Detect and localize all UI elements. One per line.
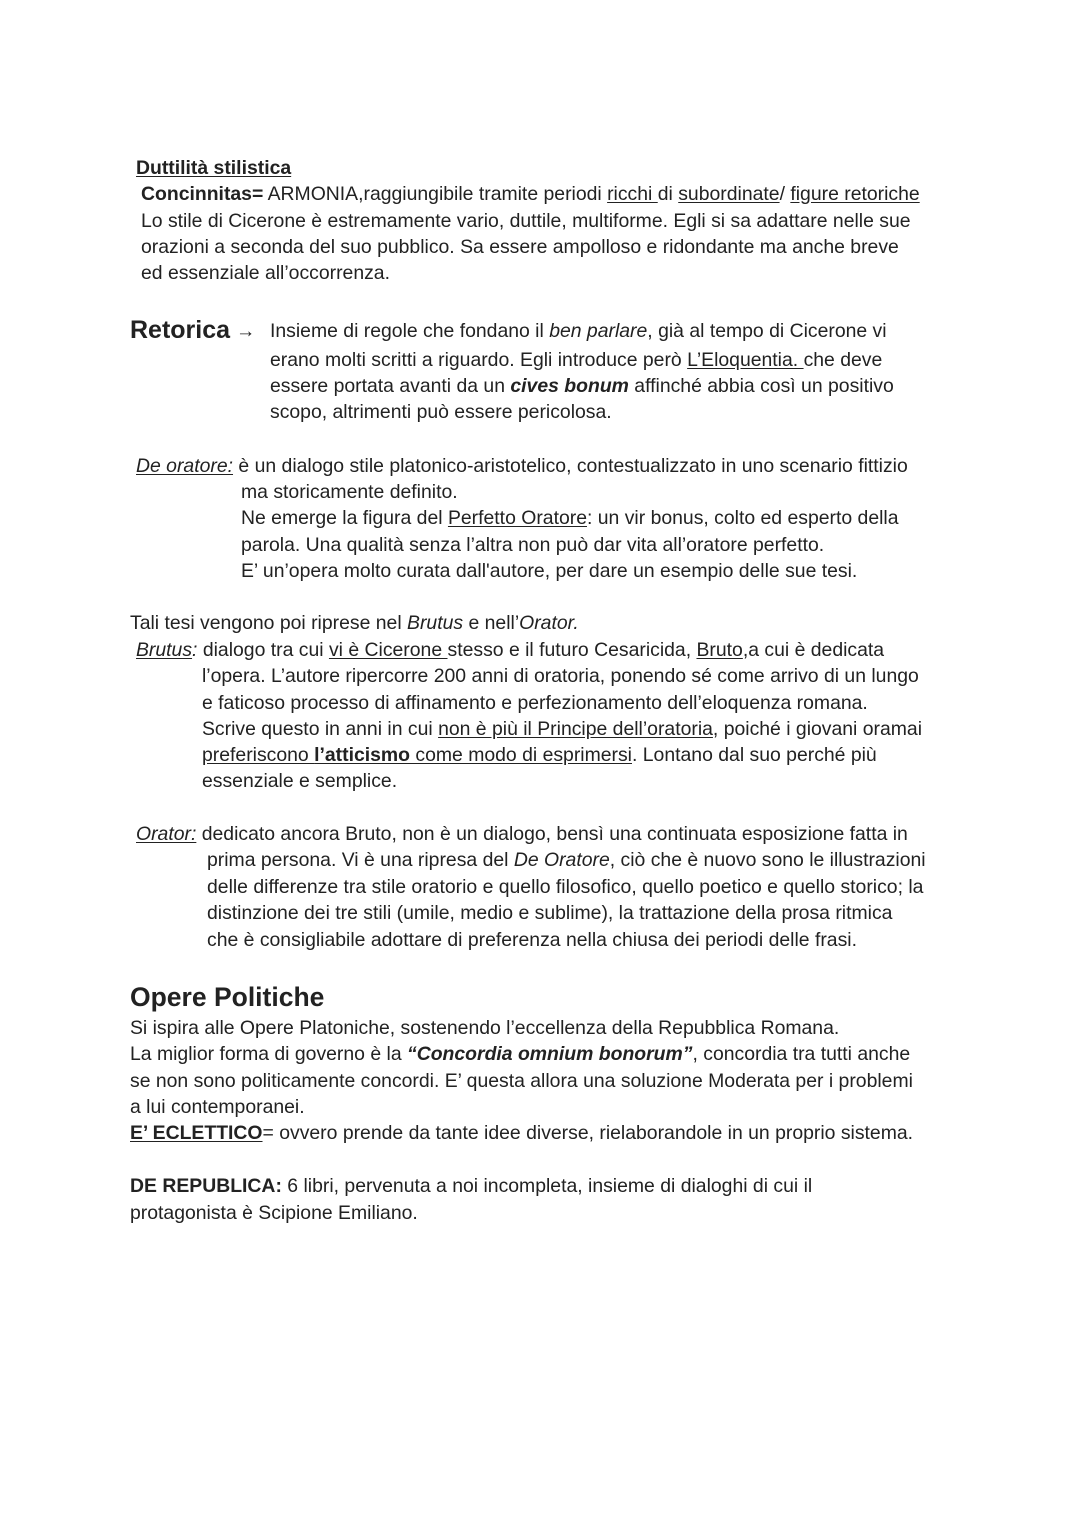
opere-text: , concordia tra tutti anche: [692, 1043, 911, 1065]
de-oratore-line-3: [241, 505, 899, 531]
cives-bonum-text: cives bonum: [510, 375, 629, 397]
retorica-line-3: [270, 373, 894, 399]
brutus-line-4: [202, 716, 922, 742]
ben-parlare-text: ben parlare: [549, 320, 648, 342]
retorica-text: che deve: [803, 349, 883, 371]
brutus-colon: :: [192, 639, 198, 661]
orator-line-2: [207, 847, 926, 873]
brutus-line-5: [202, 742, 877, 768]
figure-retoriche-text: figure retoriche: [790, 183, 920, 205]
eclettico-text: = ovvero prende da tante idee diverse, rielaborandole in un proprio sistema.: [262, 1122, 914, 1144]
section-title-duttilita: Duttilità stilistica: [136, 157, 292, 179]
modo-esprimersi-text: come modo di esprimersi: [410, 744, 632, 766]
atticismo-text: l’atticismo: [314, 744, 410, 766]
slash-text: /: [779, 183, 791, 205]
orator-line-4: distinzione dei tre stili (umile, medio e sublime), la trattazione della prosa ritmica: [207, 902, 893, 924]
opere-line-2: [130, 1041, 910, 1067]
brutus-line-3: e faticoso processo di affinamento e perfezionamento dell’eloquenza romana.: [202, 692, 868, 714]
arrow-icon: →: [236, 320, 256, 342]
brutus-text: , poiché i giovani oramai: [712, 718, 923, 740]
de-oratore-line-4: parola. Una qualità senza l’altra non può dar vita all’oratore perfetto.: [241, 534, 825, 556]
eloquentia-text: L’Eloquentia.: [687, 349, 804, 371]
heading-opere-politiche: Opere Politiche: [130, 982, 325, 1012]
brutus-title: Brutus: [407, 612, 464, 634]
orator-text: prima persona. Vi è una ripresa del: [207, 849, 514, 871]
retorica-text: , già al tempo di Cicerone vi: [647, 320, 887, 342]
brutus-label: Brutus: [136, 639, 193, 661]
orator-label: Orator:: [136, 823, 197, 845]
di-text: di: [657, 183, 679, 205]
preferiscono-text: preferiscono: [202, 744, 315, 766]
ricchi-text: ricchi: [607, 183, 658, 205]
de-republica-line-1: [130, 1173, 812, 1199]
duttilita-line-1: Lo stile di Cicerone è estremamente vario, duttile, multiforme. Egli si sa adattare nelle sue: [141, 210, 911, 232]
brutus-text: stesso e il futuro Cesaricida,: [447, 639, 697, 661]
de-republica-text: 6 libri, pervenuta a noi incompleta, insieme di dialoghi di cui il: [281, 1175, 813, 1197]
brutus-line-1: [136, 637, 884, 663]
retorica-line-4: scopo, altrimenti può essere pericolosa.: [270, 401, 612, 423]
duttilita-line-2: orazioni a seconda del suo pubblico. Sa essere ampolloso e ridondante ma anche breve: [141, 236, 899, 258]
concinnitas-text: ARMONIA,raggiungibile tramite periodi: [263, 183, 608, 205]
bruto-text: Bruto: [696, 639, 743, 661]
orator-line-1: [136, 821, 908, 847]
retorica-line-2: [270, 347, 882, 373]
de-oratore-label: De oratore:: [136, 455, 234, 477]
de-oratore-text: : un vir bonus, colto ed esperto della: [586, 507, 899, 529]
orator-line-5: che è consigliabile adottare di preferenza nella chiusa dei periodi delle frasi.: [207, 929, 857, 951]
retorica-text: erano molti scritti a riguardo. Egli introduce però: [270, 349, 688, 371]
tali-tesi-text: e nell’: [463, 612, 520, 634]
de-oratore-text: è un dialogo stile platonico-aristotelico, contestualizzato in uno scenario fittizio: [233, 455, 908, 477]
vi-e-cicerone-text: vi è Cicerone: [328, 639, 448, 661]
concinnitas-line: [141, 181, 920, 207]
eclettico-line: [130, 1120, 913, 1146]
opere-line-1: Si ispira alle Opere Platoniche, sostenendo l’eccellenza della Repubblica Romana.: [130, 1017, 840, 1039]
concordia-text: “Concordia omnium bonorum”: [407, 1043, 693, 1065]
de-republica-line-2: protagonista è Scipione Emiliano.: [130, 1202, 418, 1224]
brutus-line-6: essenziale e semplice.: [202, 770, 398, 792]
brutus-text: . Lontano dal suo perché più: [632, 744, 877, 766]
opere-text: La miglior forma di governo è la: [130, 1043, 407, 1065]
de-republica-label: DE REPUBLICA:: [130, 1175, 282, 1197]
principe-oratoria-text: non è più il Principe dell’oratoria: [438, 718, 713, 740]
duttilita-line-3: ed essenziale all’occorrenza.: [141, 262, 390, 284]
eclettico-term: E’ ECLETTICO: [130, 1122, 263, 1144]
retorica-text: Insieme di regole che fondano il: [270, 320, 550, 342]
brutus-text: Scrive questo in anni in cui: [202, 718, 439, 740]
retorica-line-1: [270, 318, 887, 344]
de-oratore-ref: De Oratore: [513, 849, 610, 871]
heading-retorica: Retorica: [130, 316, 231, 344]
retorica-text: essere portata avanti da un: [270, 375, 511, 397]
opere-line-3: se non sono politicamente concordi. E’ questa allora una soluzione Moderata per i problemi: [130, 1070, 913, 1092]
brutus-line-2: l’opera. L’autore ripercorre 200 anni di oratoria, ponendo sé come arrivo di un lungo: [202, 665, 919, 687]
perfetto-oratore-text: Perfetto Oratore: [447, 507, 587, 529]
opere-line-4: a lui contemporanei.: [130, 1096, 305, 1118]
de-oratore-line-2: ma storicamente definito.: [241, 481, 458, 503]
retorica-text: affinché abbia così un positivo: [628, 375, 894, 397]
orator-title: Orator.: [519, 612, 579, 634]
concinnitas-term: Concinnitas=: [141, 183, 264, 205]
orator-text: dedicato ancora Bruto, non è un dialogo, bensì una continuata esposizione fatta in: [196, 823, 908, 845]
de-oratore-text: Ne emerge la figura del: [241, 507, 448, 529]
de-oratore-line-1: [136, 453, 908, 479]
de-oratore-line-5: E’ un’opera molto curata dall'autore, per dare un esempio delle sue tesi.: [241, 560, 858, 582]
orator-line-3: delle differenze tra stile oratorio e quello filosofico, quello poetico e quello storico; la: [207, 876, 924, 898]
brutus-text: dialogo tra cui: [197, 639, 329, 661]
tali-tesi-text: Tali tesi vengono poi riprese nel: [130, 612, 408, 634]
tali-tesi-line: [130, 610, 579, 636]
brutus-text: ,a cui è dedicata: [742, 639, 885, 661]
subordinate-text: subordinate: [678, 183, 780, 205]
orator-text: , ciò che è nuovo sono le illustrazioni: [609, 849, 926, 871]
